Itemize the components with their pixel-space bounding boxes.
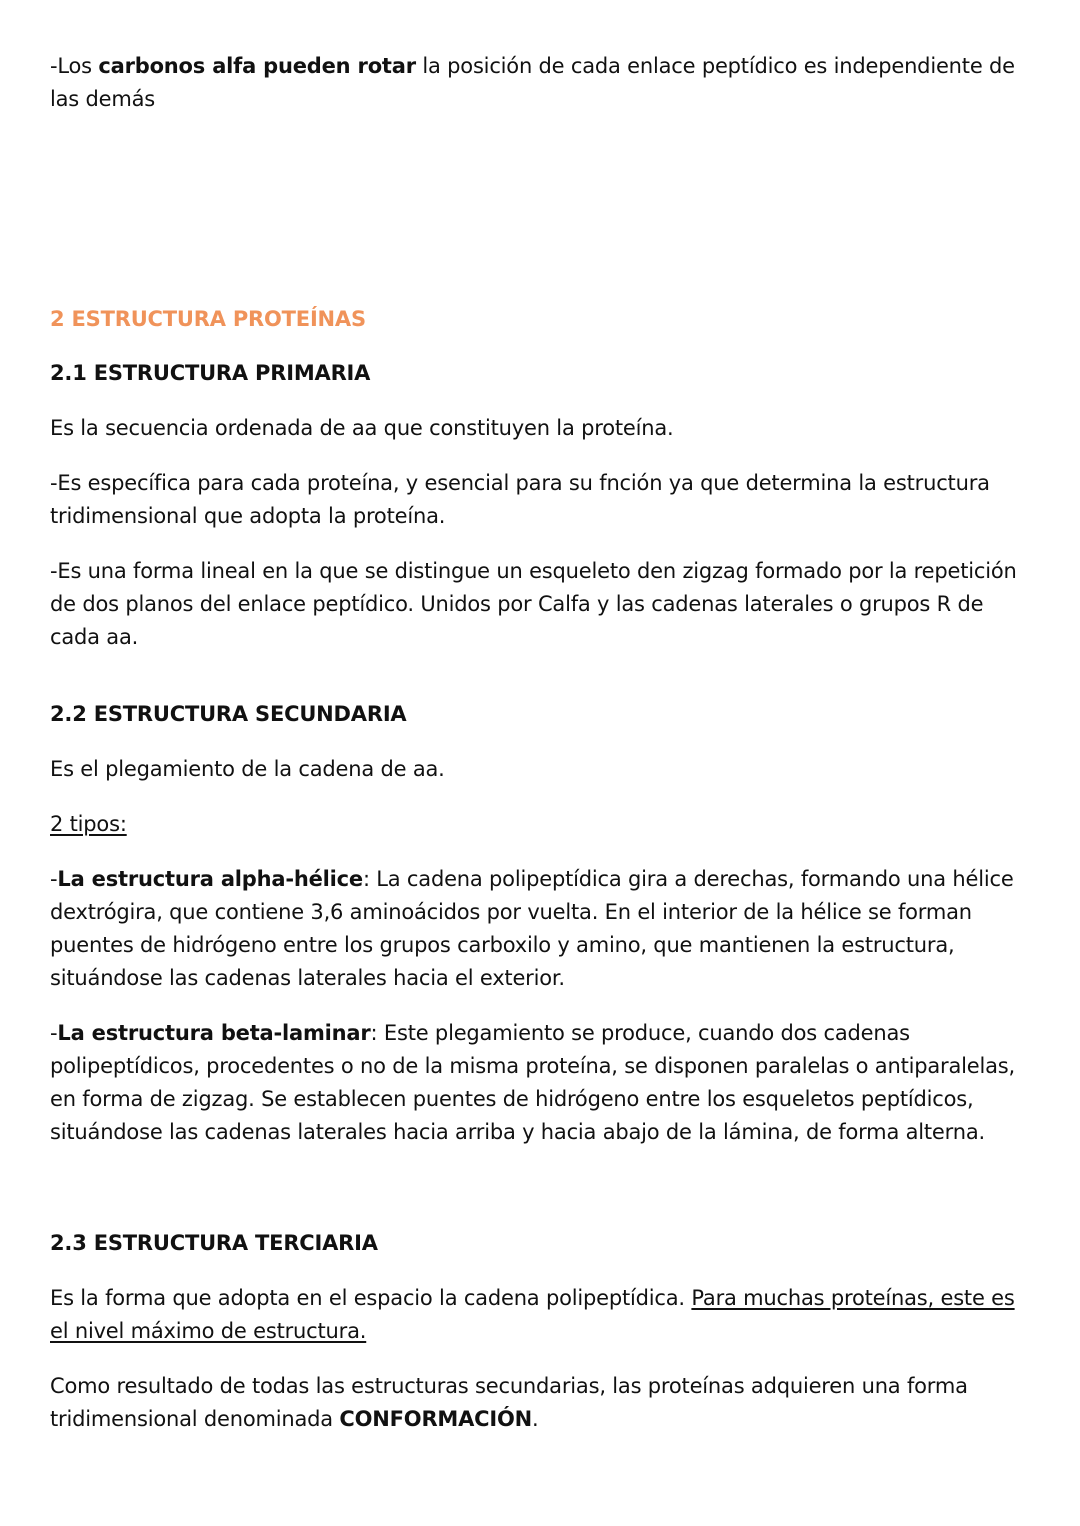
tipos-underlined: 2 tipos:: [50, 812, 127, 836]
intro-bold: carbonos alfa pueden rotar: [98, 54, 416, 78]
terciaria-p1-plain: Es la forma que adopta en el espacio la cadena polipeptídica.: [50, 1286, 692, 1310]
section-title: 2 ESTRUCTURA PROTEÍNAS: [50, 307, 366, 331]
conformacion-bold: CONFORMACIÓN: [339, 1407, 533, 1431]
beta-dash: -: [50, 1021, 58, 1045]
terciaria-p2-plain: Como resultado de todas las estructuras secundarias, las proteínas adquieren una forma tridimensional denominada: [50, 1374, 968, 1431]
terciaria-p1-underlined: Para muchas proteínas, este es el nivel máximo de estructura.: [50, 1286, 1015, 1343]
terciaria-p2-end: .: [532, 1407, 539, 1431]
beta-laminar-paragraph: [50, 1017, 1035, 1149]
intro-suffix: la posición de cada enlace peptídico es independiente de las demás: [50, 54, 1015, 111]
alpha-text: : La cadena polipeptídica gira a derechas, formando una hélice dextrógira, que contiene 3,6 aminoácidos por vuelta. En el interior de la hélice se forman puentes de hidrógeno entre los grupos carboxilo y amino, que mantienen la estructura, situándose las cadenas laterales hacia el exterior.: [50, 867, 1014, 990]
secundaria-tipos: [50, 808, 1035, 841]
intro-paragraph: [50, 50, 1035, 116]
beta-bold: La estructura beta-laminar: [57, 1021, 371, 1045]
terciaria-paragraph-2: [50, 1370, 1035, 1436]
subsection-title-primaria: 2.1 ESTRUCTURA PRIMARIA: [50, 361, 371, 385]
alpha-dash: -: [50, 867, 58, 891]
alpha-helix-paragraph: [50, 863, 1035, 995]
terciaria-paragraph-1: [50, 1282, 1035, 1348]
secundaria-paragraph-1: Es el plegamiento de la cadena de aa.: [50, 757, 445, 781]
subsection-title-secundaria: 2.2 ESTRUCTURA SECUNDARIA: [50, 702, 407, 726]
beta-text: : Este plegamiento se produce, cuando dos cadenas polipeptídicos, procedentes o no de la misma proteína, se disponen paralelas o antiparalelas, en forma de zigzag. Se establecen puentes de hidrógeno entre los esqueletos peptídicos, situándose las cadenas laterales hacia arriba y hacia abajo de la lámina, de forma alterna.: [50, 1021, 1016, 1144]
primaria-paragraph-1: Es la secuencia ordenada de aa que constituyen la proteína.: [50, 416, 674, 440]
subsection-title-terciaria: 2.3 ESTRUCTURA TERCIARIA: [50, 1231, 378, 1255]
primaria-paragraph-3: -Es una forma lineal en la que se distingue un esqueleto den zigzag formado por la repetición de dos planos del enlace peptídico. Unidos por Calfa y las cadenas laterales o grupos R de cada aa.: [50, 559, 1017, 649]
intro-prefix: -Los: [50, 54, 99, 78]
alpha-bold: La estructura alpha-hélice: [57, 867, 363, 891]
primaria-paragraph-2: -Es específica para cada proteína, y esencial para su fnción ya que determina la estructura tridimensional que adopta la proteína.: [50, 471, 990, 528]
